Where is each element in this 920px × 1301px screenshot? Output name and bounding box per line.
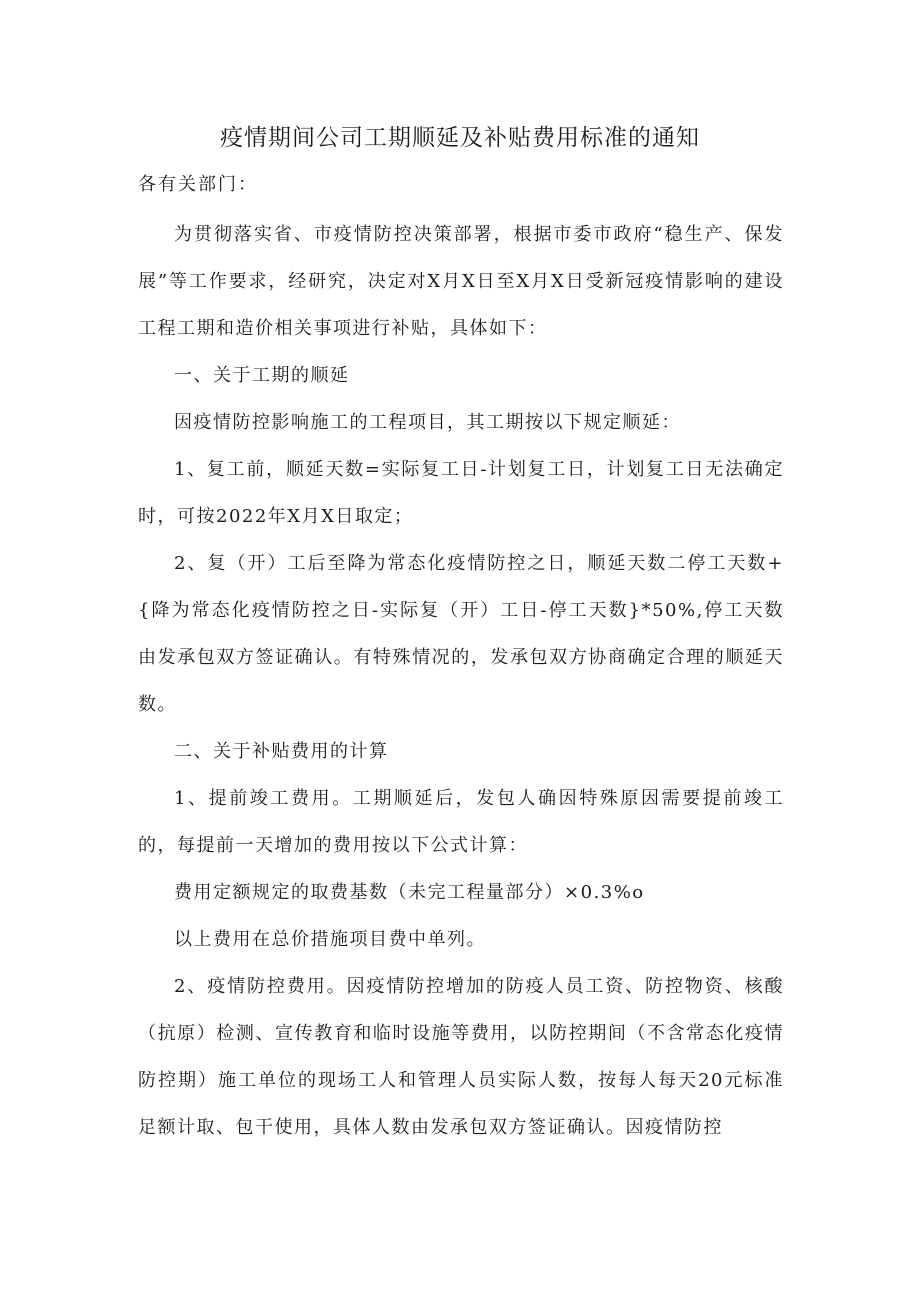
- section-heading-schedule: 一、关于工期的顺延: [174, 365, 350, 386]
- section-heading-subsidy: 二、关于补贴费用的计算: [174, 741, 389, 762]
- paragraph-schedule-rule: 因疫情防控影响施工的工程项目，其工期按以下规定顺延：: [174, 412, 681, 433]
- paragraph-subsidy-item-1: 1、提前竣工费用。工期顺延后，发包人确因特殊原因需要提前竣工的，每提前一天增加的费用按以下公式计算：: [138, 788, 784, 856]
- paragraph-formula: 费用定额规定的取费基数（未完工程量部分）×0.3%o: [174, 882, 645, 903]
- salutation: 各有关部门：: [138, 174, 258, 195]
- paragraph-schedule-item-2: 2、复（开）工后至降为常态化疫情防控之日，顺延天数二停工天数+{降为常态化疫情防控之日-实际复（开）工日-停工天数}*50%,停工天数由发承包双方签证确认。有特殊情况的，发承包双方协商确定合理的顺延天数。: [138, 553, 784, 715]
- paragraph-intro: 为贯彻落实省、市疫情防控决策部署，根据市委市政府“稳生产、保发展”等工作要求，经研究，决定对X月X日至X月X日受新冠疫情影响的建设工程工期和造价相关事项进行补贴，具体如下：: [138, 224, 784, 339]
- paragraph-schedule-item-1: 1、复工前，顺延天数=实际复工日-计划复工日，计划复工日无法确定时，可按2022年X月X日取定；: [138, 459, 784, 527]
- paragraph-subsidy-item-2: 2、疫情防控费用。因疫情防控增加的防疫人员工资、防控物资、核酸（抗原）检测、宣传教育和临时设施等费用，以防控期间（不含常态化疫情防控期）施工单位的现场工人和管理人员实际人数，按每人每天20元标准足额计取、包干使用，具体人数由发承包双方签证确认。因疫情防控: [138, 976, 784, 1138]
- document-title: 疫情期间公司工期顺延及补贴费用标准的通知: [220, 125, 700, 151]
- paragraph-formula-note: 以上费用在总价措施项目费中单列。: [174, 929, 486, 950]
- document-body: [138, 211, 784, 1151]
